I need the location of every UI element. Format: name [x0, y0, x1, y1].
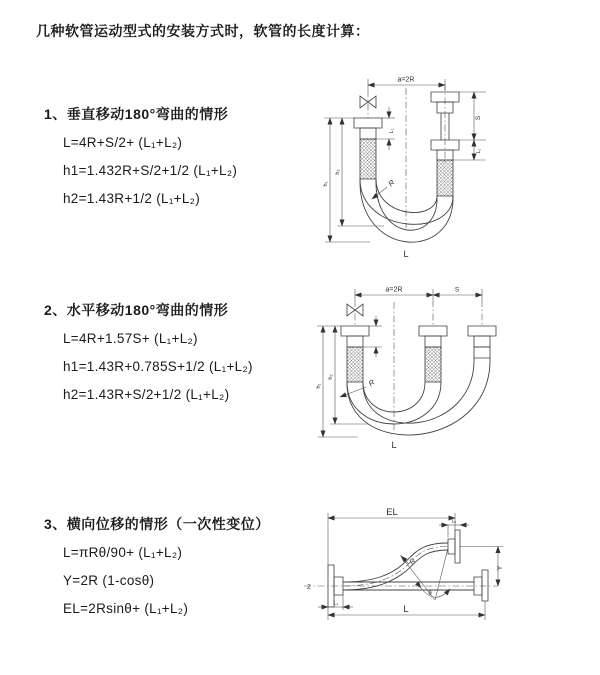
left-fitting	[354, 118, 382, 179]
radius-theta-construction	[400, 548, 450, 600]
axis-label-z: Z	[307, 585, 311, 591]
fitting-length-arrows	[363, 316, 382, 357]
angle-label-theta: θ	[428, 591, 432, 597]
left-fitting	[341, 326, 369, 382]
hose-loops	[347, 358, 490, 435]
dimension-l1	[318, 595, 353, 610]
dimension-l2	[439, 519, 469, 538]
formula-length: L=4R+S/2+ (L₁+L₂)	[63, 135, 183, 150]
dimension-l	[328, 601, 485, 620]
displaced-position	[343, 530, 460, 590]
dim-label-s: S	[475, 115, 482, 121]
page-title: 几种软管运动型式的安装方式时，软管的长度计算：	[36, 23, 370, 39]
section-2-formulas	[63, 329, 253, 413]
dim-label-r: R	[408, 557, 418, 567]
diagram-lateral-displacement	[298, 503, 600, 628]
formula-h1: h1=1.43R+0.785S+1/2 (L₁+L₂)	[63, 359, 253, 374]
dimension-h1-h2	[323, 118, 384, 242]
dim-label-l2: L₂	[476, 148, 482, 154]
section-3-heading: 3、横向位移的情形（一次性变位）	[44, 516, 270, 532]
dim-label-h2: h₂	[328, 374, 334, 380]
formula-el: EL=2Rsinθ+ (L₁+L₂)	[63, 601, 189, 616]
dimension-l1	[376, 107, 395, 150]
section-2-heading: 2、水平移动180°弯曲的情形	[44, 302, 229, 318]
formula-h2: h2=1.43R+1/2 (L₁+L₂)	[63, 191, 201, 206]
dim-label-l: L	[391, 440, 397, 450]
dim-label-h1: h₁	[316, 383, 322, 389]
dim-label-l: L	[403, 249, 409, 259]
dim-label-s: S	[454, 286, 460, 294]
diagram-vertical-180-bend	[308, 66, 600, 264]
dim-label-h2: h₂	[335, 169, 341, 175]
section-3-formulas	[63, 543, 188, 627]
dim-label-r: R	[366, 377, 377, 389]
dimension-el	[328, 507, 455, 565]
section-1-formulas	[63, 133, 237, 217]
section-1-heading: 1、垂直移动180°弯曲的情形	[44, 106, 229, 122]
dim-label-a2r: a=2R	[385, 286, 403, 294]
right-fitting-position2	[468, 326, 496, 358]
dim-label-r: R	[386, 177, 397, 189]
dim-label-l1: L₁	[333, 600, 339, 607]
dim-label-el: EL	[386, 507, 398, 518]
dim-label-h1: h₁	[323, 181, 329, 187]
diagram-horizontal-180-bend	[306, 280, 600, 472]
dim-label-a2r: a=2R	[397, 76, 415, 84]
centerlines	[368, 84, 445, 228]
dim-label-y: Y	[497, 565, 504, 571]
dimension-span	[368, 77, 445, 91]
formula-y: Y=2R (1-cosθ)	[63, 573, 155, 588]
formula-length: L=4R+1.57S+ (L₁+L₂)	[63, 331, 198, 346]
mid-fitting-position1	[419, 326, 447, 382]
formula-h2: h2=1.43R+S/2+1/2 (L₁+L₂)	[63, 387, 230, 402]
dim-label-l1: L₁	[389, 128, 395, 134]
formula-h1: h1=1.432R+S/2+1/2 (L₁+L₂)	[63, 163, 238, 178]
dimension-span-s	[355, 287, 482, 301]
formula-length: L=πRθ/90+ (L₁+L₂)	[63, 545, 183, 560]
dim-label-l: L	[403, 604, 409, 615]
dim-label-l2: L₂	[451, 518, 457, 525]
